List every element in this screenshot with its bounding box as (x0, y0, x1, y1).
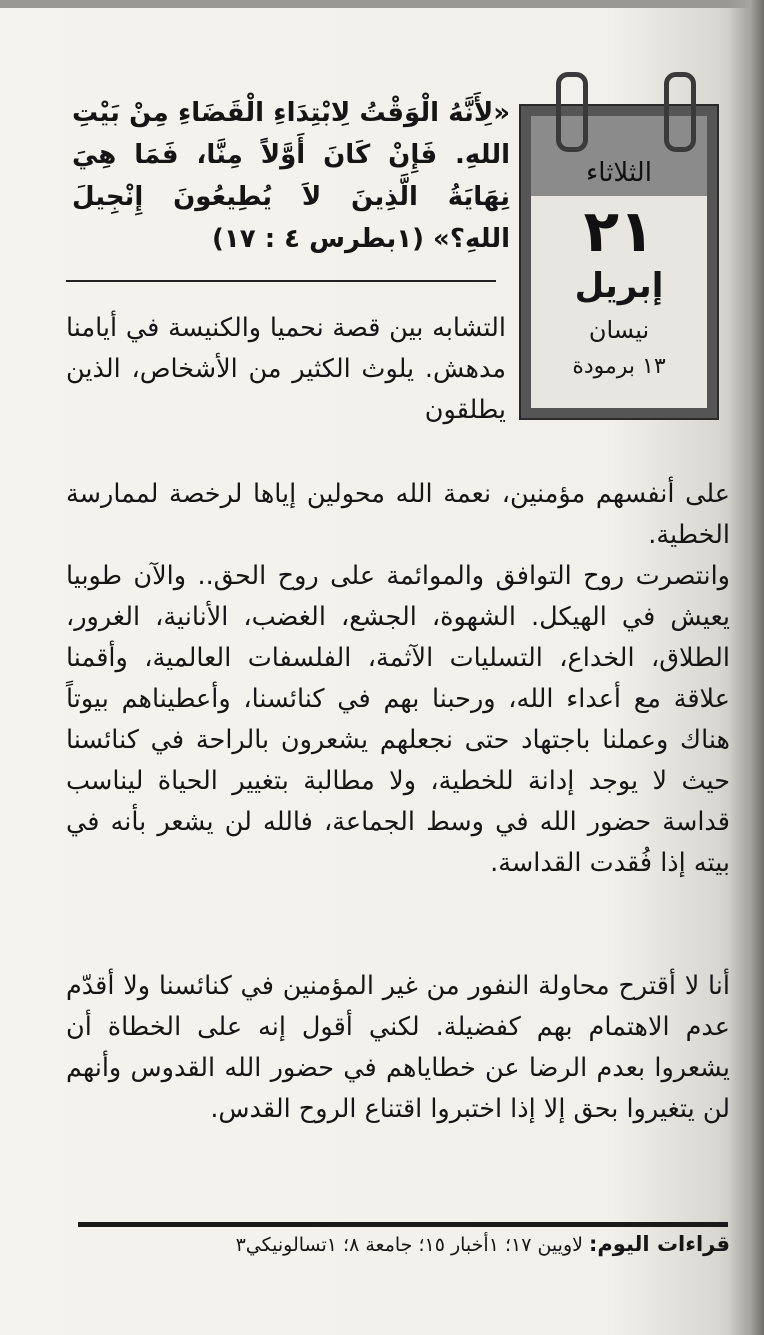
verse-quote: «لِأَنَّهُ الْوَقْتُ لِابْتِدَاءِ الْقَضَاءِ مِنْ بَيْتِ اللهِ. فَإِنْ كَانَ أَوَّلاً مِنَّا، فَمَا هِيَ نِهَايَةُ الَّذِينَ لاَ يُطِيعُونَ إِنْجِيلَ اللهِ؟» (١بطرس ٤ : ١٧) (72, 98, 510, 254)
calendar-weekday: الثلاثاء (586, 158, 652, 188)
verse-divider (66, 280, 496, 282)
footer-divider (78, 1222, 728, 1227)
paragraph-1-start: التشابه بين قصة نحميا والكنيسة في أيامنا مدهش. يلوث الكثير من الأشخاص، الذين يطلقون (66, 313, 506, 425)
calendar-day-number: ٢١ (583, 197, 655, 265)
daily-readings (150, 1232, 730, 1256)
page-binding-shadow (730, 0, 764, 1335)
calendar-coptic-date: ١٣ برمودة (572, 354, 666, 379)
paragraph-3: أنا لا أقترح محاولة النفور من غير المؤمنين في كنائسنا ولا أقدّم عدم الاهتمام بهم كفضيلة. لكني أقول إنه على الخطاة أن يشعروا بعدم الرضا عن خطاياهم في حضور الله القدوس وأنهم لن يتغيروا بحق إلا إذا اختبروا اقتناع الروح القدس. (66, 971, 730, 1124)
paragraph-2: وانتصرت روح التوافق والموائمة على روح الحق.. والآن طوبيا يعيش في الهيكل. الشهوة، الجشع، الغضب، الأنانية، الغرور، الطلاق، الخداع، التسليات الآثمة، الفلسفات العالمية، وأقمنا علاقة مع أعداء الله، ورحبنا بهم في كنائسنا، وأعطيناهم بيوتاً هناك وعملنا باجتهاد حتى نجعلهم يشعرون بالراحة في كنائسنا حيث لا يوجد إدانة للخطية، ولا مطالبة بتغيير الحياة ليناسب قداسة حضور الله في وسط الجماعة، فالله لن يشعر بأنه في بيته إذا فُقدت القداسة. (66, 561, 730, 878)
daily-readings-label: قراءات اليوم: (589, 1232, 730, 1256)
calendar-syriac-month: نيسان (588, 316, 650, 344)
calendar-sheet (531, 116, 707, 408)
daily-readings-text: لاويين ١٧؛ ١أخبار ١٥؛ جامعة ٨؛ ١تسالونيكي٣ (235, 1234, 583, 1256)
paragraph-1-end: على أنفسهم مؤمنين، نعمة الله محولين إياها لرخصة لممارسة الخطية. (66, 479, 730, 550)
calendar-month: إبريل (574, 266, 664, 306)
calendar-ring-icon (664, 72, 696, 152)
calendar-block (519, 104, 719, 420)
calendar-ring-icon (556, 72, 588, 152)
page-top-edge (0, 0, 764, 8)
